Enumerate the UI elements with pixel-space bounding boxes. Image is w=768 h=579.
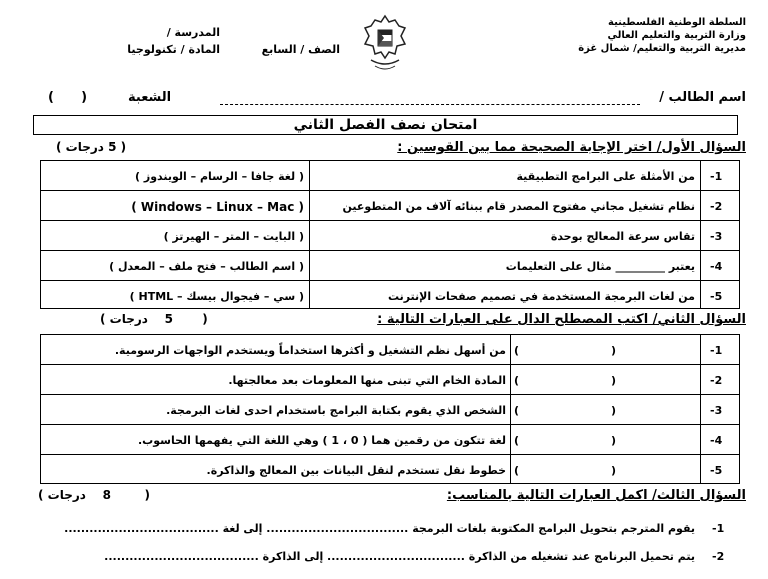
q2-row-3-text: الشخص الذي يقوم بكتابة البرامج باستخدام احدى لغات البرمجة.: [166, 404, 506, 417]
q2-row-4-blank[interactable]: ( ): [514, 434, 616, 447]
student-name-line: [220, 104, 640, 105]
q3-title: السؤال الثالث/ اكمل العبارات التالية بالمناسب:: [446, 488, 746, 503]
q2-row-4-text: لغة تتكون من رقمين هما ( 0 ، 1 ) وهي اللغة التي يفهمها الحاسوب.: [138, 434, 506, 447]
q2-row-5-blank[interactable]: ( ): [514, 464, 616, 477]
q1-row-4-text: يعتبر _________ مثال على التعليمات: [505, 260, 695, 273]
q1-num-divider: [700, 160, 701, 309]
section-parens: ( ): [48, 90, 88, 105]
q1-row-divider: [40, 250, 740, 251]
q2-row-4-num: -4: [710, 434, 723, 447]
q1-row-2-text: نظام تشغيل مجاني مفتوح المصدر قام ببنائه آلاف من المتطوعين: [342, 200, 695, 213]
q2-row-divider: [40, 424, 740, 425]
q2-row-divider: [40, 364, 740, 365]
q2-col-divider: [510, 334, 511, 484]
q3-row-2-num: -2: [712, 550, 725, 563]
q1-row-3-options: ( البايت – المتر – الهيرتز ): [163, 230, 304, 243]
q1-row-4-num: -4: [710, 260, 723, 273]
q1-row-3-text: تقاس سرعة المعالج بوحدة: [550, 230, 695, 243]
school-label: المدرسة /: [166, 26, 220, 39]
q1-row-5-options: ( سي – فيجوال بيسك – HTML ): [129, 290, 304, 303]
authority-line-3: مديرية التربية والتعليم/ شمال غزة: [578, 43, 746, 54]
q2-row-2-text: المادة الخام التي تبنى منها المعلومات بعد معالجتها.: [228, 374, 506, 387]
emblem-icon: [361, 12, 409, 74]
q2-row-2-blank[interactable]: ( ): [514, 374, 616, 387]
authority-block: [546, 16, 746, 55]
q2-row-divider: [40, 454, 740, 455]
q2-row-3-blank[interactable]: ( ): [514, 404, 616, 417]
subject-label: المادة / تكنولوجيا: [127, 43, 220, 56]
grade-label: الصف / السابع: [261, 43, 340, 56]
q2-row-3-num: -3: [710, 404, 723, 417]
student-name-label: اسم الطالب /: [659, 90, 746, 105]
q1-row-2-num: -2: [710, 200, 723, 213]
q3-marks: ( 8 درجات ): [38, 488, 150, 502]
q1-marks: ( 5 درجات ): [56, 140, 127, 154]
q1-col-divider: [309, 160, 310, 309]
q3-row-1-text: يقوم المترجم بتحويل البرامج المكتوبة بلغات البرمجة .................................. إلى لغة .....................................: [64, 522, 695, 535]
q2-row-5-num: -5: [710, 464, 723, 477]
q1-row-1-text: من الأمثلة على البرامج التطبيقية: [516, 170, 695, 183]
authority-line-2: وزارة التربية والتعليم العالي: [607, 30, 746, 41]
q2-marks: ( 5 درجات ): [100, 312, 208, 326]
q1-row-divider: [40, 220, 740, 221]
q1-row-1-num: -1: [710, 170, 723, 183]
q1-row-2-options: ( Windows – Linux – Mac ): [131, 200, 304, 214]
q2-title: السؤال الثاني/ اكتب المصطلح الدال على العبارات التالية :: [377, 312, 746, 327]
section-label: الشعبة: [128, 90, 172, 105]
q1-row-divider: [40, 190, 740, 191]
exam-title: امتحان نصف الفصل الثاني: [293, 117, 478, 133]
q1-row-5-num: -5: [710, 290, 723, 303]
q2-row-1-text: من أسهل نظم التشغيل و أكثرها استخداماً ويستخدم الواجهات الرسومية.: [114, 344, 506, 357]
q2-row-5-text: خطوط نقل تستخدم لنقل البيانات بين المعالج والذاكرة.: [206, 464, 506, 477]
q2-row-divider: [40, 394, 740, 395]
q1-row-4-options: ( اسم الطالب – فتح ملف – المعدل ): [109, 260, 304, 273]
q1-row-5-text: من لغات البرمجة المستخدمة في تصميم صفحات الإنترنت: [387, 290, 695, 303]
q3-row-2-text: يتم تحميل البرنامج عند تشغيله من الذاكرة ................................. إلى الذاكرة .....................................: [104, 550, 695, 563]
q2-row-1-num: -1: [710, 344, 723, 357]
q1-row-1-options: ( لغة جافا – الرسام – الويندوز ): [135, 170, 304, 183]
q2-row-2-num: -2: [710, 374, 723, 387]
q1-title: السؤال الأول/ اختر الإجابة الصحيحة مما بين القوسين :: [397, 140, 746, 155]
q2-num-divider: [700, 334, 701, 484]
q3-row-1-num: -1: [712, 522, 725, 535]
q2-row-1-blank[interactable]: ( ): [514, 344, 616, 357]
q1-row-3-num: -3: [710, 230, 723, 243]
authority-line-1: السلطة الوطنية الفلسطينية: [608, 17, 746, 28]
q1-row-divider: [40, 280, 740, 281]
